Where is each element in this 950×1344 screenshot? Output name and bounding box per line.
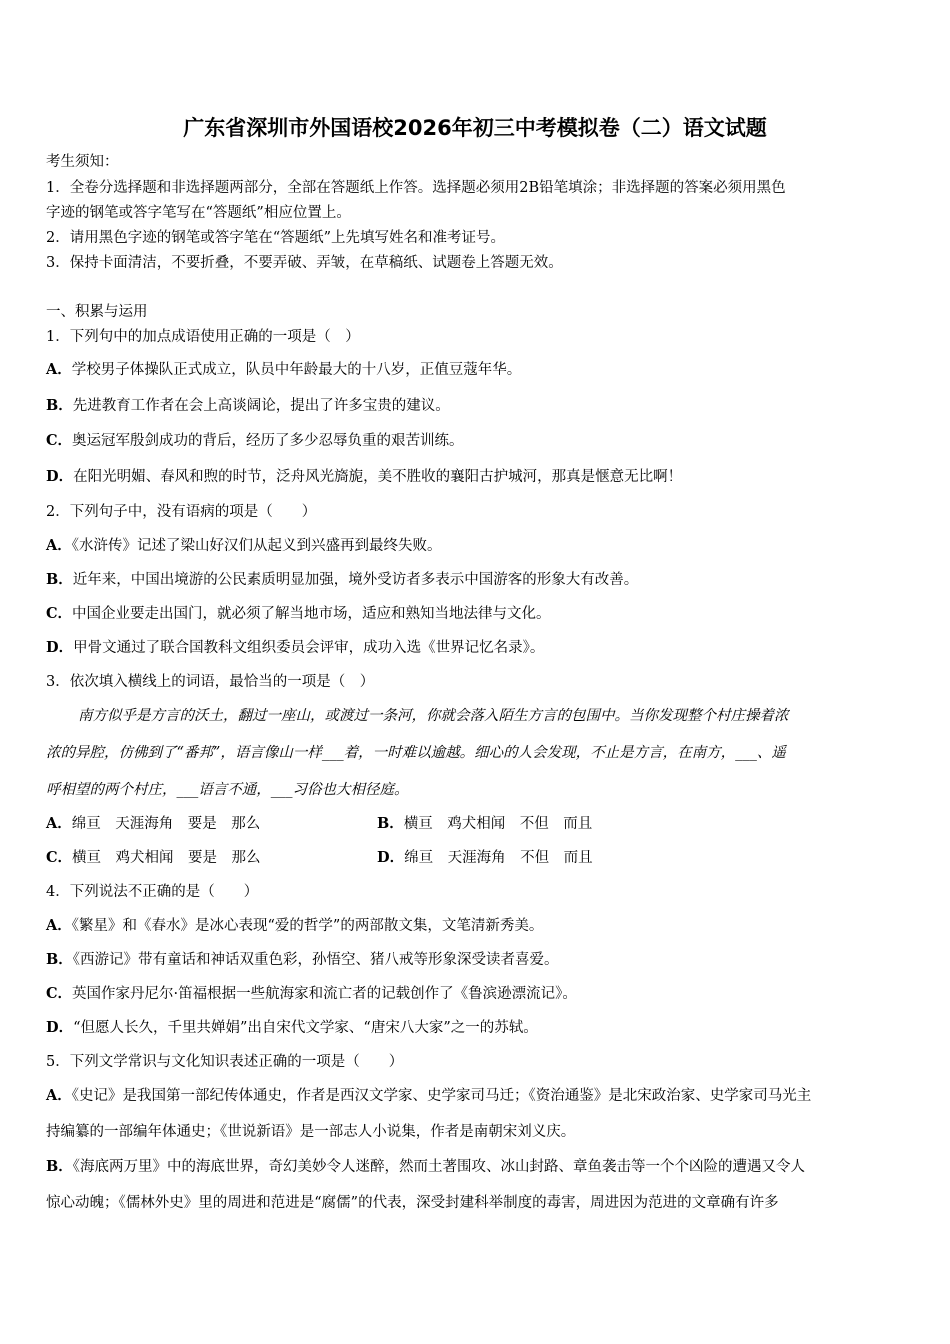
option-label: D． — [46, 639, 74, 656]
option-label: A． — [46, 917, 72, 934]
q4-option-b — [46, 950, 559, 970]
q5-option-b-line-2: 惊心动魄；《儒林外史》里的周进和范进是“腐儒”的代表，深受封建科举制度的毒害，周进因为范进的文章确有许多 — [46, 1195, 779, 1211]
notice-item-1b: 字迹的钢笔或答字笔写在“答题纸”相应位置上。 — [46, 205, 351, 221]
option-text: 绵亘 天涯海角 不但 而且 — [404, 850, 593, 866]
q3-passage-line-3: 呼相望的两个村庄，___语言不通，___习俗也大相径庭。 — [46, 782, 409, 798]
q1-option-a — [46, 360, 521, 380]
option-label: D． — [46, 1019, 74, 1036]
option-label: B． — [46, 397, 73, 414]
option-text: 横亘 鸡犬相闻 不但 而且 — [403, 816, 593, 832]
option-label: D． — [46, 468, 74, 485]
q5-stem: 5．下列文学常识与文化知识表述正确的一项是（ ） — [46, 1054, 404, 1070]
option-text: 《海底两万里》中的海底世界，奇幻美妙令人迷醉，然而土著围攻、冰山封路、章鱼袭击等一个个凶险的遭遇又令人 — [72, 1159, 806, 1175]
notice-item-3: 3．保持卡面清洁，不要折叠，不要弄破、弄皱，在草稿纸、试题卷上答题无效。 — [46, 255, 563, 271]
q2-stem: 2．下列句子中，没有语病的项是（ ） — [46, 504, 317, 520]
q4-option-c — [46, 984, 577, 1004]
q2-option-a — [46, 536, 442, 556]
option-text: 《繁星》和《春水》是冰心表现“爱的哲学”的两部散文集，文笔清新秀美。 — [71, 918, 544, 934]
q5-option-b-line-1 — [46, 1157, 805, 1177]
option-label: C． — [46, 432, 73, 449]
q3-stem: 3．依次填入横线上的词语，最恰当的一项是（ ） — [46, 674, 375, 690]
q3-option-b — [377, 814, 592, 834]
q3-option-c — [46, 848, 261, 868]
notice-heading: 考生须知： — [46, 154, 119, 170]
q4-stem: 4．下列说法不正确的是（ ） — [46, 884, 259, 900]
option-text: 近年来，中国出境游的公民素质明显加强，境外受访者多表示中国游客的形象大有改善。 — [72, 572, 639, 588]
option-text: 英国作家丹尼尔·笛福根据一些航海家和流亡者的记载创作了《鲁滨逊漂流记》。 — [72, 986, 577, 1002]
option-text: 《史记》是我国第一部纪传体通史，作者是西汉文学家、史学家司马迁；《资治通鉴》是北宋政治家、史学家司马光主 — [71, 1088, 812, 1104]
option-label: B． — [46, 571, 73, 588]
option-label: A． — [46, 1087, 72, 1104]
option-text: 《西游记》带有童话和神话双重色彩，孙悟空、猪八戒等形象深受读者喜爱。 — [72, 952, 559, 968]
q3-option-d — [377, 848, 593, 868]
option-text: 横亘 鸡犬相闻 要是 那么 — [72, 850, 261, 866]
option-label: A． — [46, 815, 72, 832]
notice-item-1a: 1．全卷分选择题和非选择题两部分，全部在答题纸上作答。选择题必须用2B铅笔填涂；非选择题的答案必须用黑色 — [46, 180, 786, 196]
q5-option-a-line-1 — [46, 1086, 811, 1106]
option-text: 中国企业要走出国门，就必须了解当地市场，适应和熟知当地法律与文化。 — [72, 606, 551, 622]
q5-option-a-line-2: 持编纂的一部编年体通史；《世说新语》是一部志人小说集，作者是南朝宋刘义庆。 — [46, 1124, 576, 1140]
q1-stem: 1．下列句中的加点成语使用正确的一项是（ ） — [46, 329, 360, 345]
option-label: A． — [46, 537, 72, 554]
option-label: B． — [46, 1158, 73, 1175]
q4-option-a — [46, 916, 543, 936]
option-label: B． — [46, 951, 73, 968]
q3-passage-line-1: 南方似乎是方言的沃土，翻过一座山，或渡过一条河，你就会落入陌生方言的包围中。当你发现整个村庄操着浓 — [78, 708, 789, 724]
option-text: 学校男子体操队正式成立，队员中年龄最大的十八岁，正值豆蔻年华。 — [71, 362, 522, 378]
exam-title: 广东省深圳市外国语校2026年初三中考模拟卷（二）语文试题 — [183, 116, 767, 140]
q2-option-c — [46, 604, 551, 624]
option-text: 《水浒传》记述了梁山好汉们从起义到兴盛再到最终失败。 — [71, 538, 442, 554]
q1-option-b — [46, 396, 450, 416]
option-label: B． — [377, 815, 404, 832]
q4-option-d — [46, 1018, 538, 1038]
q3-passage-line-2: 浓的异腔，仿佛到了“番邦”，语言像山一样___着，一时难以逾越。细心的人会发现，不止是方言，在南方，___、遥 — [46, 745, 786, 761]
option-text: 在阳光明媚、春风和煦的时节，泛舟风光旖旎，美不胜收的襄阳古护城河，那真是惬意无比啊！ — [73, 469, 683, 485]
section-heading: 一、积累与运用 — [46, 304, 148, 320]
notice-item-2: 2．请用黑色字迹的钢笔或答字笔在“答题纸”上先填写姓名和准考证号。 — [46, 230, 506, 246]
q3-option-a — [46, 814, 260, 834]
option-text: 甲骨文通过了联合国教科文组织委员会评审，成功入选《世界记忆名录》。 — [73, 640, 545, 656]
option-label: C． — [46, 849, 73, 866]
q2-option-d — [46, 638, 544, 658]
option-text: “但愿人长久，千里共婵娟”出自宋代文学家、“唐宋八大家”之一的苏轼。 — [73, 1020, 538, 1036]
option-text: 奥运冠军殷剑成功的背后，经历了多少忍辱负重的艰苦训练。 — [72, 433, 464, 449]
q1-option-c — [46, 431, 464, 451]
option-label: C． — [46, 605, 73, 622]
option-label: C． — [46, 985, 73, 1002]
option-label: A． — [46, 361, 72, 378]
option-label: D． — [377, 849, 405, 866]
option-text: 先进教育工作者在会上高谈阔论，提出了许多宝贵的建议。 — [72, 398, 450, 414]
option-text: 绵亘 天涯海角 要是 那么 — [71, 816, 261, 832]
q2-option-b — [46, 570, 638, 590]
q1-option-d — [46, 467, 682, 487]
